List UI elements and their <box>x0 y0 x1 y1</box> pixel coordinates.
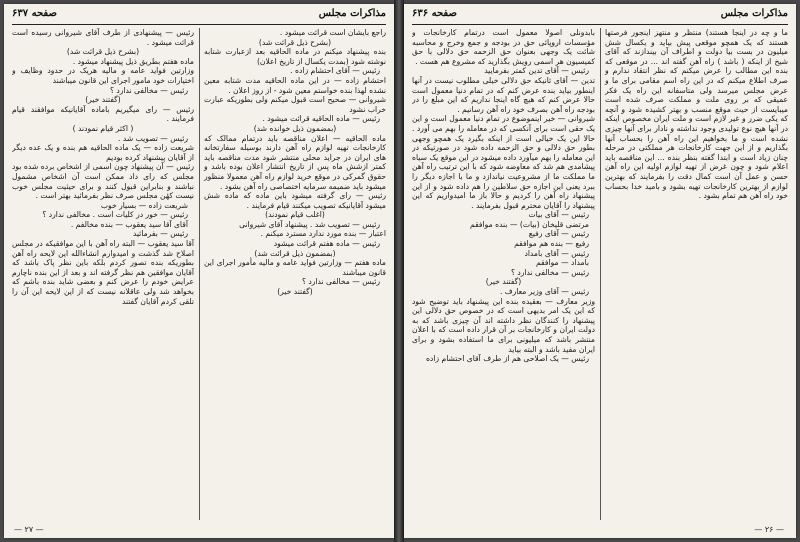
running-title: مذاکرات مجلس <box>720 8 788 19</box>
transcript-paragraph: ماده الحاقیه — اعلان مناقصه باید درتمام ممالک که کارخانجات تهیه لوازم راه آهن دارند بوسیله سفارتخانه های ایران در جراید محلی منتشر شود مدت مناقصه باید کمتر ازشش ماه پس از تاریخ انتشار اعلان بوده باشد و حقوق گمرکی در موقع خرید لوازم راه آهن معمولا منظور میشود باید ضمیمه سرمایه اختصاصی راه آهن بشود . <box>204 133 386 191</box>
transcript-paragraph: مرتضی قلیخان (بیات) — بنده موافقم <box>470 219 589 229</box>
transcript-paragraph: شیروانی — خیر اینموضوع در تمام دنیا معمول است و این یک حقی است برای آنکسی که در معامله را بهم می آورد . حالا این یک خیالی است از اینکه بگیرد یک همچو وجهی بطور حق دلالی و حق الزحمه داده شود در صورتیکه در این معامله را بهم میآورد داده میشود در این موقع یک سیاه پیشامدی هم شد که معاوضه شود که با این ترتیب راه آهن ما مملکت ما از مشروعیت نیاندازد و ما با اجازه دیگر را ببرد یعنی این اجازه حق سلاطین را هم داده شود و از این پیشنهاد راه آهن را کردیم و حالا باز ما امیدواریم که این پیشنهاد را آقایان محترم قبول بفرمایند . <box>412 114 595 210</box>
transcript-paragraph: رئیس — رای گرفته میشود باین ماده که ماده شش میشود آقایانیکه تصویب میکنند قیام فرمایند . <box>204 191 386 210</box>
page-number-label: صفحه ۶۳۷ <box>12 8 57 19</box>
transcript-paragraph: ( اکثر قیام نمودند ) <box>72 123 134 133</box>
transcript-paragraph: رئیس — آقای وزیر معارف . <box>499 287 589 297</box>
page-number-label: صفحه ۶۳۶ <box>412 8 457 19</box>
transcript-paragraph: تدین — آقای ثانیکه حق دلالی خیلی مطلوب نیست در آنها اینطور بیاید بنده عرض کنم که در تمام دنیا معمول است حالا عرض کنم که هیچ گاه اینجا نداریم که این مبلغ را در بودجه راه آهن بصرف خود راه آهن رسانیم . <box>412 75 595 114</box>
transcript-paragraph: رئیس — مخالفی ندارد ؟ <box>510 267 589 277</box>
transcript-paragraph: ماده هفتم بطریق ذیل پیشنهاد میشود . <box>72 56 194 66</box>
transcript-paragraph: رئیس — مخالفی ندارد ؟ <box>109 85 188 95</box>
transcript-paragraph: شریعت زاده — بسیار خوب <box>100 200 188 210</box>
right-page-left-column <box>412 28 600 520</box>
transcript-paragraph: رفیع — بنده هم موافقم <box>514 239 589 249</box>
transcript-paragraph: احتشام زاده — در این ماده الحاقیه مدت شتابه معین نشده لهذا بنده خواستم معین شود - از روز اعلان . <box>204 75 386 95</box>
left-page-right-column <box>199 28 386 520</box>
transcript-paragraph: (بمضمون ذیل خوانده شد) <box>253 123 337 133</box>
left-page <box>4 4 394 538</box>
transcript-paragraph: رئیس — تصویب شد . پیشنهاد آقای شیروانی <box>239 219 380 229</box>
transcript-paragraph: (بمضمون ذیل قرائت شد) <box>254 248 336 258</box>
transcript-paragraph: وزارتین فواید عامه و مالیه هریک در حدود وظایف و اختیارات خود مامور اجرای این قانون میباشند <box>12 66 194 85</box>
running-title: مذاکرات مجلس <box>318 8 386 19</box>
folio-number: — ۲۶ — <box>754 525 784 534</box>
transcript-paragraph: رئیس — مخالفی ندارد ؟ <box>301 277 380 287</box>
transcript-paragraph: رئیس — آقای بیات <box>528 210 589 220</box>
transcript-paragraph: راجع بایشان است قرائت میشود . <box>279 28 386 37</box>
right-page-right-column <box>600 28 788 520</box>
transcript-paragraph: رئیس — ماده الحاقیه قرائت میشود . <box>262 114 380 124</box>
transcript-paragraph: اعتبار — بنده مورد ندارد مسترد میکنم . <box>260 229 386 239</box>
transcript-paragraph: (گفتند خیر) <box>85 95 121 105</box>
left-page-left-column <box>12 28 199 520</box>
transcript-paragraph: بنده پیشنهاد میکنم در ماده الحاقیه بعد ازعبارت شتابه نوشته شود (بمدت یکسال از تاریخ اعلان) <box>204 47 386 66</box>
transcript-paragraph: (اغلب قیام نمودند) <box>265 210 325 220</box>
transcript-paragraph: ما و چه در اینجا هستند) منتظر و منتهز اینجور فرصتها هستند که یک همچو موقعی پیش بیاید و یکسال شش میلیون در بست بیا دولت و اطراف آن بیندازند که آقای شیخ از اینکه ( باشد ) راه آهن گفته اند ... در موقعی که بنده این مطالب را عرض میکنم که نظر انتقاد ندارم و صرف اطلاع میکنم که در این راه اسم مقامی برای ما و عرض مجلس میرسد ولی متاسفانه این راه یک فکر عمیقی که بر روی ملت و مملکت صرف شده است میبایست از حیث موقع منسب و بهتر کشیده شود و آنچه که یکی ضرر و غیر لازم است و ملت ایران مخصوص اینکه در آنها هیچ نوع تولیدی وجود نداشته و نادار برای آنها چیزی نشده است و ما بخواهیم این راه آهن را بحساب آنها بگذاریم و از این جهت کارخانجات هر مملکتی در مرحله چنان زیاد است و ابتدا گفته بنظر بنده ... این مناقصه باید اعلام شود و چون غرض از تهیه لوازم اولیه این راه آهن حسن و عمل آن است کمال دقت را بفرمایند که بهترین لوازم از بهترین کارخانجات تهیه بشود و بامید خدا بحساب خود راه آهن هم تمام بشود . <box>605 28 788 201</box>
column-separator <box>600 28 601 520</box>
column-separator <box>199 28 200 520</box>
left-page-header <box>12 8 386 22</box>
transcript-paragraph: (گفتند خیر) <box>277 287 313 297</box>
transcript-paragraph: رئیس — آقای تدین کمتر بفرمایید <box>484 66 589 76</box>
transcript-paragraph: شریعت زاده — یک ماده الحاقیه هم بنده و یک عده دیگر از آقایان پیشنهاد کرده بودیم <box>12 143 194 162</box>
right-page-header <box>412 8 788 22</box>
right-page <box>404 4 796 538</box>
transcript-paragraph: رئیس — یک اصلاحی هم از طرف آقای احتشام زاده <box>425 354 589 364</box>
transcript-paragraph: (بشرح ذیل قرائت شد) <box>258 37 332 47</box>
book-gutter <box>394 0 404 542</box>
transcript-paragraph: رئیس — ماده هفتم قرائت میشود <box>273 239 380 249</box>
transcript-paragraph: رئیس — آقای رفیع <box>528 229 589 239</box>
transcript-paragraph: وزیر معارف — بعقیده بنده این پیشنهاد باید توضیح شود که این یک امر بدیهی است که در خصوص حق دلالی این پیشنهاد را کنندگان نظر داشته اند آن چیزی باشد که به دولت ایران و کارخانجات بر آن قرار داده است که با اعلان منتشر باشد که میلیونی برای ما استفاده بشود و برای ایران مفید باشد و البته بیاید <box>412 296 595 354</box>
transcript-paragraph: رئیس — آن پیشنهاد چون اسمی از اشخاص برده شده بود مجلس که رای داد ممکن است آن اشخاص مشمول نباشند و بنابراین قبول کنند و برای حیثیت مجلس خوب نیست کهٔن مجلس صرف نظر بفرمائید بهتر است . <box>12 162 194 201</box>
transcript-paragraph: رئیس — رای میگیریم باماده آقایانیکه موافقند قیام فرمایند . <box>12 104 194 124</box>
transcript-paragraph: بابدونلی اصولا معمول است درتمام کارخانجات و مؤسسات اروپائی حق در بودجه و جمع وخرج و محاسبه شائت یک وجهی بعنوان حق الزحمه حق دلالی با حق کمیسیون هر اسمی رویش بگذارید که مشروع هم هست . <box>412 28 595 66</box>
transcript-paragraph: ماده هفتم — وزارتین فواید عامه و مالیه مأمور اجرای این قانون میباشند <box>204 258 386 277</box>
transcript-paragraph: شیروانی — صحیح است قبول میکنم ولی بطوریکه عبارت خراب نشود <box>204 95 386 114</box>
left-page-columns <box>12 28 386 520</box>
transcript-paragraph: آقا سید یعقوب — البته راه آهن با این موافقیکه در مجلس اصلاح شد گذشت و امیدوارم انشاءالله این لایحه راه آهن بطوریکه بنده تصور کردم بلکه باین نظر پاک باشد که آقایان موافقین هم نظر گرفته اند و بعد از این بنده ناچارم عرایض خودم را عرض کنم و بعضی شاید بنده باشم که بخواهد شد ولی عاقلانه نیست که از این لایحه این آن را تلقی کردم آقایان گفتند <box>12 239 194 306</box>
transcript-paragraph: رئیس — تصویب شد . <box>118 133 188 143</box>
transcript-paragraph: (بشرح ذیل قرائت شد) <box>66 47 140 57</box>
transcript-paragraph: رئیس — آقای بامداد <box>524 248 589 258</box>
transcript-paragraph: رئیس — خور در کلیات است . مخالفی ندارد ؟ <box>42 210 188 220</box>
transcript-paragraph: رئیس — بفرمائید <box>132 229 188 239</box>
header-rule <box>12 24 386 25</box>
right-page-columns <box>412 28 788 520</box>
transcript-paragraph: آقای آقا سید یعقوب — بنده مخالفم . <box>70 219 188 229</box>
transcript-paragraph: رئیس — پیشنهادی از طرف آقای شیروانی رسیده است قرائت میشود . <box>12 28 194 47</box>
header-rule <box>412 24 788 25</box>
folio-number: — ۲۷ — <box>14 525 44 534</box>
transcript-paragraph: (گفتند خیر) <box>485 277 522 287</box>
transcript-paragraph: رئیس — آقای احتشام زاده . <box>290 66 380 76</box>
transcript-paragraph: بامداد — موافقم <box>535 258 589 268</box>
